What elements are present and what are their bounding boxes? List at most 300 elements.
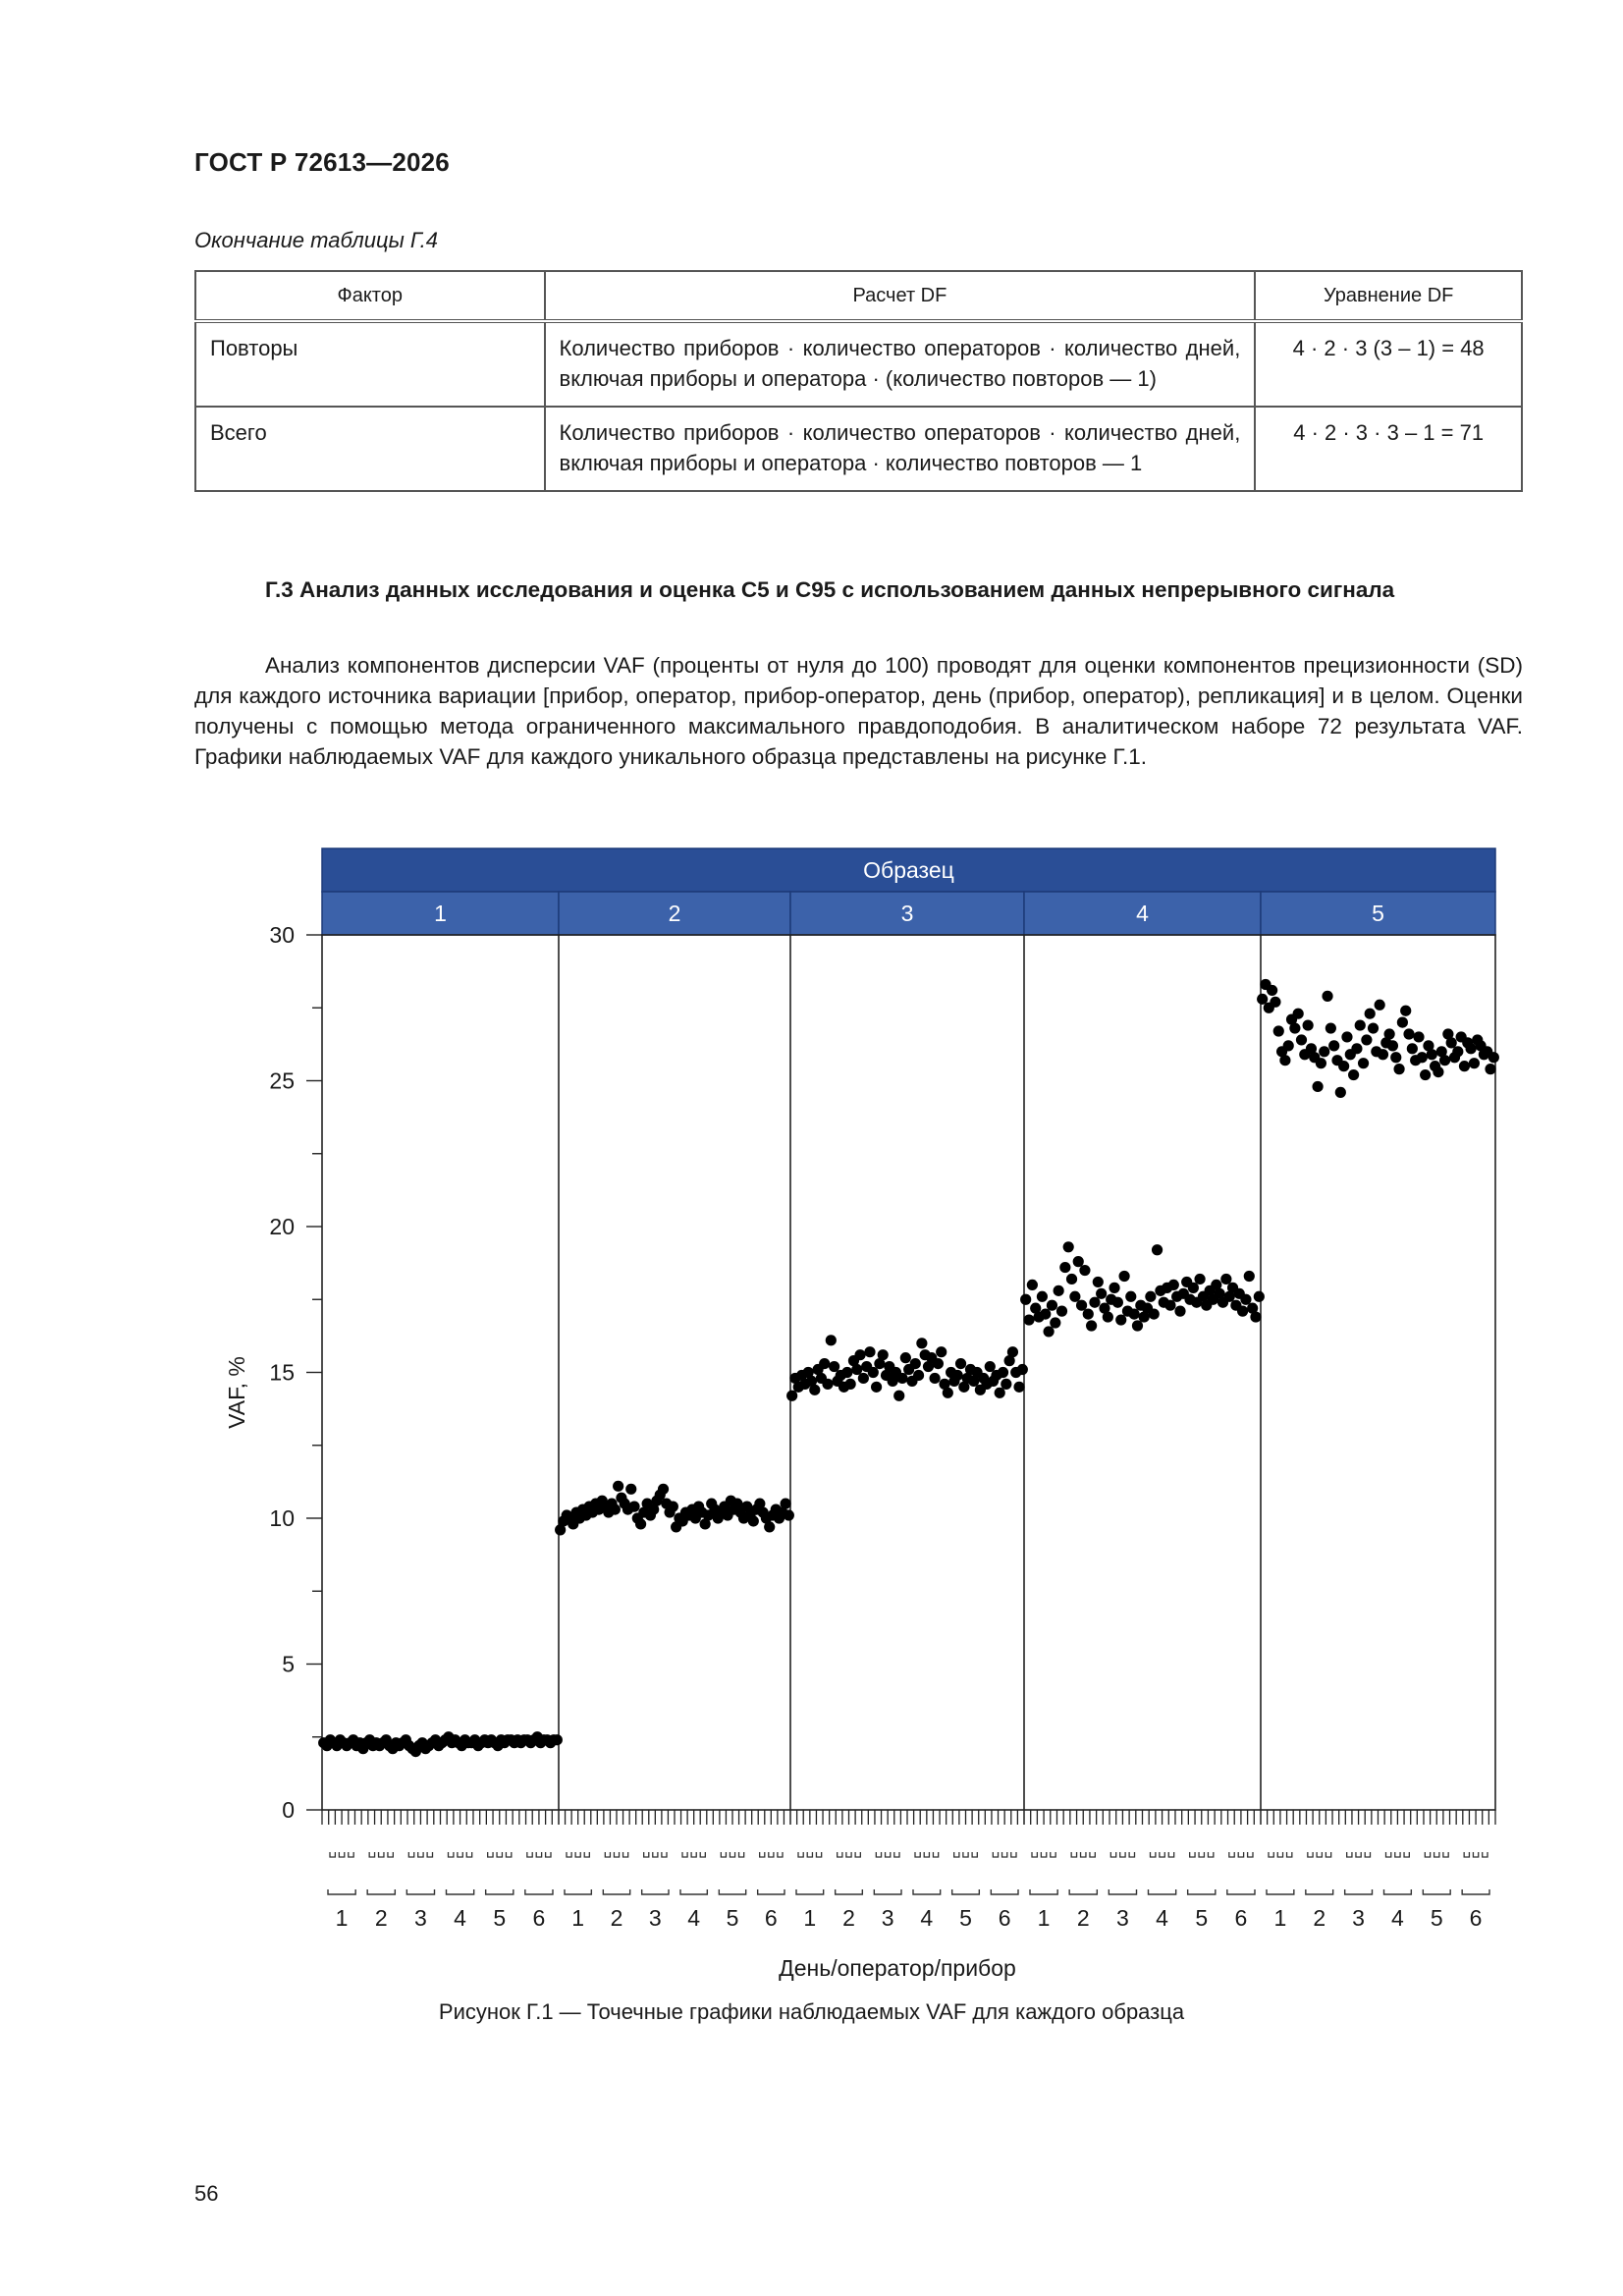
x-bracket-small: [1129, 1852, 1134, 1857]
data-point: [1023, 1314, 1034, 1325]
cell-factor: Всего: [195, 407, 545, 491]
x-bracket-small: [536, 1852, 541, 1857]
data-point: [1083, 1309, 1094, 1320]
data-point: [1164, 1300, 1175, 1311]
x-bracket-small: [1386, 1852, 1391, 1857]
x-bracket-small: [700, 1852, 705, 1857]
data-point: [1056, 1306, 1067, 1317]
data-point: [1273, 1025, 1284, 1036]
data-point: [910, 1358, 921, 1369]
data-point: [1417, 1052, 1428, 1063]
x-bracket-small: [1395, 1852, 1400, 1857]
data-point: [658, 1484, 669, 1495]
y-tick-label: 30: [269, 922, 295, 948]
data-point: [1420, 1069, 1431, 1080]
x-bracket-small: [458, 1852, 462, 1857]
data-point: [1393, 1064, 1404, 1074]
x-bracket-day: [447, 1889, 474, 1894]
data-point: [896, 1373, 907, 1384]
x-bracket-day: [680, 1889, 707, 1894]
data-point: [1279, 1055, 1290, 1066]
x-tick-label: 1: [803, 1905, 817, 1931]
data-point: [1152, 1244, 1163, 1255]
x-bracket-day: [1227, 1889, 1255, 1894]
x-bracket-small: [388, 1852, 393, 1857]
x-bracket-small: [427, 1852, 432, 1857]
data-point: [1054, 1285, 1064, 1296]
x-bracket-day: [525, 1889, 553, 1894]
data-point: [1020, 1294, 1031, 1305]
x-tick-label: 1: [1037, 1905, 1051, 1931]
x-bracket-day: [328, 1889, 355, 1894]
data-point: [1220, 1274, 1231, 1285]
data-point: [668, 1502, 678, 1512]
x-bracket-small: [1168, 1852, 1173, 1857]
page-number: 56: [194, 2181, 219, 2206]
data-point: [1079, 1265, 1090, 1276]
x-bracket-day: [1423, 1889, 1450, 1894]
data-point: [1132, 1320, 1143, 1331]
x-bracket-day: [719, 1889, 745, 1894]
data-point: [764, 1521, 775, 1532]
data-point: [1312, 1081, 1323, 1092]
x-bracket-small: [1325, 1852, 1330, 1857]
y-axis-title: VAF, %: [224, 1356, 249, 1429]
data-point: [845, 1379, 856, 1390]
data-point: [1188, 1283, 1199, 1293]
y-tick-label: 15: [269, 1359, 295, 1386]
x-bracket-small: [993, 1852, 998, 1857]
data-point: [1194, 1274, 1205, 1285]
data-point: [1050, 1317, 1060, 1328]
x-bracket-small: [915, 1852, 920, 1857]
data-point: [1316, 1058, 1326, 1068]
data-point: [1283, 1040, 1294, 1051]
data-point: [784, 1509, 794, 1520]
data-point: [998, 1367, 1008, 1378]
data-point: [1109, 1283, 1119, 1293]
x-tick-label: 6: [1234, 1905, 1248, 1931]
x-bracket-small: [769, 1852, 774, 1857]
x-bracket-small: [1032, 1852, 1037, 1857]
cell-equation: 4 · 2 · 3 · 3 – 1 = 71: [1255, 407, 1522, 491]
document-standard-header: ГОСТ Р 72613—2026: [194, 147, 450, 177]
data-point: [1267, 985, 1277, 996]
x-bracket-small: [778, 1852, 783, 1857]
data-point: [1368, 1022, 1379, 1033]
y-tick-label: 0: [282, 1797, 295, 1823]
data-point: [878, 1349, 889, 1360]
data-point: [1328, 1040, 1339, 1051]
data-point: [610, 1503, 621, 1514]
x-tick-label: 4: [920, 1905, 934, 1931]
data-point: [635, 1518, 646, 1529]
x-bracket-small: [1434, 1852, 1439, 1857]
x-bracket-day: [1188, 1889, 1216, 1894]
x-tick-label: 4: [454, 1905, 466, 1931]
data-point: [748, 1515, 759, 1526]
x-bracket-small: [605, 1852, 610, 1857]
data-point: [952, 1370, 963, 1381]
data-point: [864, 1346, 875, 1357]
x-bracket-small: [972, 1852, 977, 1857]
x-bracket-small: [497, 1852, 502, 1857]
figure-caption: Рисунок Г.1 — Точечные графики наблюдаемых VAF для каждого образца: [438, 1999, 1185, 2024]
x-bracket-small: [418, 1852, 423, 1857]
data-point: [1066, 1274, 1077, 1285]
data-point: [1365, 1009, 1376, 1019]
data-point: [1149, 1309, 1160, 1320]
x-bracket-day: [603, 1889, 629, 1894]
x-bracket-small: [924, 1852, 929, 1857]
x-bracket-small: [954, 1852, 959, 1857]
data-point: [1384, 1028, 1395, 1039]
x-tick-label: 4: [1391, 1905, 1404, 1931]
x-bracket-day: [1069, 1889, 1097, 1894]
x-bracket-small: [1151, 1852, 1156, 1857]
data-point: [1168, 1280, 1179, 1290]
x-tick-label: 1: [571, 1905, 585, 1931]
data-point: [780, 1499, 790, 1509]
data-point: [1413, 1031, 1424, 1042]
x-tick-label: 5: [1430, 1905, 1443, 1931]
x-bracket-small: [816, 1852, 821, 1857]
x-tick-label: 3: [1116, 1905, 1129, 1931]
data-point: [1069, 1291, 1080, 1302]
x-bracket-small: [614, 1852, 619, 1857]
data-point: [625, 1484, 636, 1495]
x-bracket-small: [1051, 1852, 1055, 1857]
x-bracket-small: [408, 1852, 413, 1857]
data-point: [1174, 1306, 1185, 1317]
x-bracket-small: [1443, 1852, 1448, 1857]
x-bracket-day: [367, 1889, 395, 1894]
data-point: [1293, 1009, 1304, 1019]
data-point: [1040, 1309, 1051, 1320]
x-tick-label: 6: [1469, 1905, 1483, 1931]
data-point: [1027, 1280, 1038, 1290]
data-point: [1485, 1064, 1495, 1074]
x-bracket-day: [486, 1889, 514, 1894]
data-point: [819, 1358, 830, 1369]
x-bracket-small: [1120, 1852, 1125, 1857]
x-bracket-small: [1071, 1852, 1076, 1857]
data-point: [943, 1388, 953, 1398]
data-point: [929, 1373, 940, 1384]
data-point: [1115, 1314, 1126, 1325]
data-point: [1118, 1271, 1129, 1282]
x-bracket-small: [691, 1852, 696, 1857]
x-bracket-small: [838, 1852, 842, 1857]
x-bracket-day: [1267, 1889, 1294, 1894]
strip-title-label: Образец: [863, 857, 954, 883]
x-bracket-small: [855, 1852, 860, 1857]
x-bracket-small: [662, 1852, 667, 1857]
data-point: [1446, 1037, 1457, 1048]
x-tick-label: 4: [687, 1905, 701, 1931]
x-bracket-small: [721, 1852, 726, 1857]
x-bracket-day: [758, 1889, 784, 1894]
x-tick-label: 5: [493, 1905, 507, 1931]
section-body-text: Анализ компонентов дисперсии VAF (проценты от нуля до 100) проводят для оценки компонентов прецизионности (SD) для каждого источника вариации [прибор, оператор, прибор-оператор, день (прибор, оператор), репликация] и в целом. Оценки получены с помощью метода ограниченного максимального правдоподобия. В аналитическом наборе 72 результата VAF. Графики наблюдаемых VAF для каждого уникального образца представлены на рисунке Г.1.: [194, 653, 1523, 769]
data-point: [933, 1358, 944, 1369]
x-tick-label: 2: [1076, 1905, 1090, 1931]
data-point: [809, 1385, 820, 1395]
data-point: [1427, 1049, 1437, 1060]
column-header-factor: Фактор: [195, 271, 545, 321]
x-bracket-small: [584, 1852, 589, 1857]
data-point: [552, 1734, 563, 1745]
x-tick-label: 2: [374, 1905, 388, 1931]
x-bracket-small: [1238, 1852, 1243, 1857]
x-bracket-small: [1317, 1852, 1322, 1857]
data-point: [1237, 1306, 1248, 1317]
data-point: [1303, 1019, 1314, 1030]
x-tick-label: 2: [1313, 1905, 1326, 1931]
data-point: [1125, 1291, 1136, 1302]
x-bracket-small: [1229, 1852, 1234, 1857]
data-point: [1433, 1066, 1443, 1077]
data-point: [1007, 1346, 1018, 1357]
cell-equation: 4 · 2 · 3 (3 – 1) = 48: [1255, 321, 1522, 407]
data-point: [916, 1338, 927, 1348]
data-point: [1096, 1288, 1107, 1299]
cell-factor: Повторы: [195, 321, 545, 407]
data-point: [1244, 1271, 1255, 1282]
x-bracket-small: [1473, 1852, 1478, 1857]
column-header-equation: Уравнение DF: [1255, 271, 1522, 321]
x-bracket-small: [798, 1852, 803, 1857]
x-bracket-small: [1208, 1852, 1213, 1857]
data-point: [1361, 1034, 1372, 1045]
data-point: [1047, 1300, 1057, 1311]
x-bracket-small: [330, 1852, 335, 1857]
data-point: [1390, 1052, 1401, 1063]
x-bracket-small: [339, 1852, 344, 1857]
x-bracket-small: [527, 1852, 532, 1857]
x-bracket-small: [1404, 1852, 1409, 1857]
x-bracket-small: [506, 1852, 511, 1857]
chart-y-axis: [269, 922, 322, 1823]
data-point: [1335, 1087, 1346, 1098]
data-point: [1397, 1017, 1408, 1028]
data-point: [913, 1370, 924, 1381]
x-bracket-small: [1002, 1852, 1007, 1857]
x-bracket-small: [1190, 1852, 1195, 1857]
table-caption: Окончание таблицы Г.4: [194, 228, 438, 252]
y-tick-label: 20: [269, 1214, 295, 1239]
data-point: [1129, 1309, 1140, 1320]
data-point: [854, 1349, 865, 1360]
x-bracket-small: [449, 1852, 454, 1857]
x-bracket-small: [807, 1852, 812, 1857]
data-point: [1403, 1028, 1414, 1039]
data-point: [900, 1352, 911, 1363]
data-point: [955, 1358, 966, 1369]
x-tick-label: 3: [414, 1905, 427, 1931]
data-point: [1375, 1000, 1385, 1011]
data-point: [1254, 1291, 1265, 1302]
x-bracket-small: [760, 1852, 765, 1857]
x-bracket-small: [1090, 1852, 1095, 1857]
x-bracket-day: [1345, 1889, 1373, 1894]
data-point: [1387, 1040, 1398, 1051]
data-point: [1378, 1049, 1388, 1060]
data-point: [1407, 1043, 1418, 1054]
x-tick-label: 2: [610, 1905, 623, 1931]
data-point: [1044, 1326, 1055, 1337]
data-point: [1086, 1320, 1097, 1331]
data-point: [1076, 1300, 1087, 1311]
x-bracket-day: [913, 1889, 941, 1894]
x-bracket-small: [730, 1852, 734, 1857]
data-point: [1400, 1006, 1411, 1016]
data-point: [1488, 1052, 1499, 1063]
data-point: [1351, 1043, 1362, 1054]
data-point: [1466, 1043, 1477, 1054]
x-bracket-small: [379, 1852, 384, 1857]
data-point: [1013, 1382, 1024, 1393]
x-bracket-small: [739, 1852, 744, 1857]
data-point: [1112, 1297, 1123, 1308]
data-point: [1322, 991, 1332, 1002]
data-point: [1073, 1256, 1084, 1267]
data-point: [1240, 1294, 1251, 1305]
x-tick-label: 1: [1273, 1905, 1287, 1931]
cell-calc: Количество приборов · количество операторов · количество дней, включая приборы и оператора · количество повторов — 1: [545, 407, 1256, 491]
chart-x-axis: [322, 1810, 1495, 1931]
data-point: [1325, 1022, 1336, 1033]
x-bracket-small: [1041, 1852, 1046, 1857]
x-bracket-small: [369, 1852, 374, 1857]
x-tick-label: 3: [1352, 1905, 1365, 1931]
x-bracket-day: [952, 1889, 980, 1894]
data-point: [1037, 1291, 1048, 1302]
x-bracket-day: [1384, 1889, 1412, 1894]
x-bracket-small: [1277, 1852, 1282, 1857]
data-point: [851, 1364, 862, 1375]
x-bracket-small: [886, 1852, 891, 1857]
data-point: [1017, 1364, 1028, 1375]
data-point: [871, 1382, 882, 1393]
data-point: [1355, 1019, 1366, 1030]
data-point: [1348, 1069, 1359, 1080]
x-bracket-small: [488, 1852, 493, 1857]
x-bracket-small: [1425, 1852, 1430, 1857]
data-point: [1459, 1061, 1470, 1071]
x-bracket-small: [1365, 1852, 1370, 1857]
x-bracket-small: [1081, 1852, 1086, 1857]
section-heading: Г.3 Анализ данных исследования и оценка С5 и С95 с использованием данных непрерывного сигнала: [265, 577, 1395, 602]
x-bracket-day: [874, 1889, 901, 1894]
x-bracket-small: [894, 1852, 899, 1857]
data-point: [858, 1373, 869, 1384]
x-axis-title: День/оператор/прибор: [779, 1955, 1016, 1981]
x-bracket-small: [1464, 1852, 1469, 1857]
x-tick-label: 6: [764, 1905, 778, 1931]
data-point: [1289, 1022, 1300, 1033]
data-point: [1469, 1058, 1480, 1068]
x-bracket-small: [1308, 1852, 1313, 1857]
data-point: [936, 1346, 947, 1357]
x-bracket-day: [796, 1889, 824, 1894]
x-bracket-day: [642, 1889, 669, 1894]
x-tick-label: 5: [959, 1905, 972, 1931]
x-tick-label: 5: [1195, 1905, 1209, 1931]
x-bracket-small: [1110, 1852, 1115, 1857]
data-point: [893, 1391, 904, 1401]
x-bracket-day: [1030, 1889, 1057, 1894]
x-bracket-small: [644, 1852, 649, 1857]
data-point: [841, 1367, 852, 1378]
strip-panel-label: 3: [900, 901, 914, 926]
data-point: [1145, 1291, 1156, 1302]
data-point: [1338, 1061, 1349, 1071]
data-point: [1001, 1379, 1011, 1390]
x-bracket-day: [406, 1889, 434, 1894]
data-point: [1103, 1311, 1113, 1322]
strip-panel-label: 4: [1136, 901, 1149, 926]
data-point: [1319, 1046, 1329, 1057]
x-bracket-small: [623, 1852, 628, 1857]
x-bracket-small: [466, 1852, 471, 1857]
data-point: [1093, 1277, 1104, 1287]
x-bracket-small: [1269, 1852, 1273, 1857]
x-bracket-day: [991, 1889, 1018, 1894]
x-bracket-small: [682, 1852, 687, 1857]
x-bracket-small: [567, 1852, 571, 1857]
chart-points-group: [318, 979, 1499, 1757]
x-bracket-small: [1287, 1852, 1292, 1857]
x-bracket-small: [575, 1852, 580, 1857]
data-point: [826, 1335, 837, 1345]
strip-panel-label: 5: [1372, 901, 1384, 926]
column-header-calc: Расчет DF: [545, 271, 1256, 321]
x-bracket-small: [876, 1852, 881, 1857]
x-bracket-small: [933, 1852, 938, 1857]
x-tick-label: 3: [881, 1905, 894, 1931]
x-bracket-small: [1199, 1852, 1204, 1857]
data-point: [1059, 1262, 1070, 1273]
data-point: [1439, 1055, 1450, 1066]
x-bracket-small: [1248, 1852, 1253, 1857]
x-tick-label: 1: [335, 1905, 349, 1931]
data-point: [1063, 1241, 1074, 1252]
x-bracket-small: [1011, 1852, 1016, 1857]
cell-calc: Количество приборов · количество операторов · количество дней, включая приборы и оператора · (количество повторов — 1): [545, 321, 1256, 407]
data-point: [1257, 994, 1268, 1005]
x-bracket-day: [1109, 1889, 1136, 1894]
x-tick-label: 6: [998, 1905, 1011, 1931]
x-tick-label: 3: [648, 1905, 662, 1931]
x-bracket-day: [565, 1889, 591, 1894]
data-point: [1250, 1311, 1261, 1322]
data-point: [1296, 1034, 1307, 1045]
data-point: [829, 1361, 839, 1372]
data-point: [1270, 997, 1280, 1008]
x-bracket-day: [1462, 1889, 1489, 1894]
x-tick-label: 2: [842, 1905, 855, 1931]
x-bracket-small: [349, 1852, 353, 1857]
x-bracket-small: [546, 1852, 551, 1857]
x-tick-label: 4: [1156, 1905, 1168, 1931]
data-point: [786, 1391, 797, 1401]
data-point: [1452, 1046, 1463, 1057]
data-point: [995, 1388, 1005, 1398]
x-bracket-small: [963, 1852, 968, 1857]
data-point: [985, 1361, 996, 1372]
data-point: [1341, 1031, 1352, 1042]
